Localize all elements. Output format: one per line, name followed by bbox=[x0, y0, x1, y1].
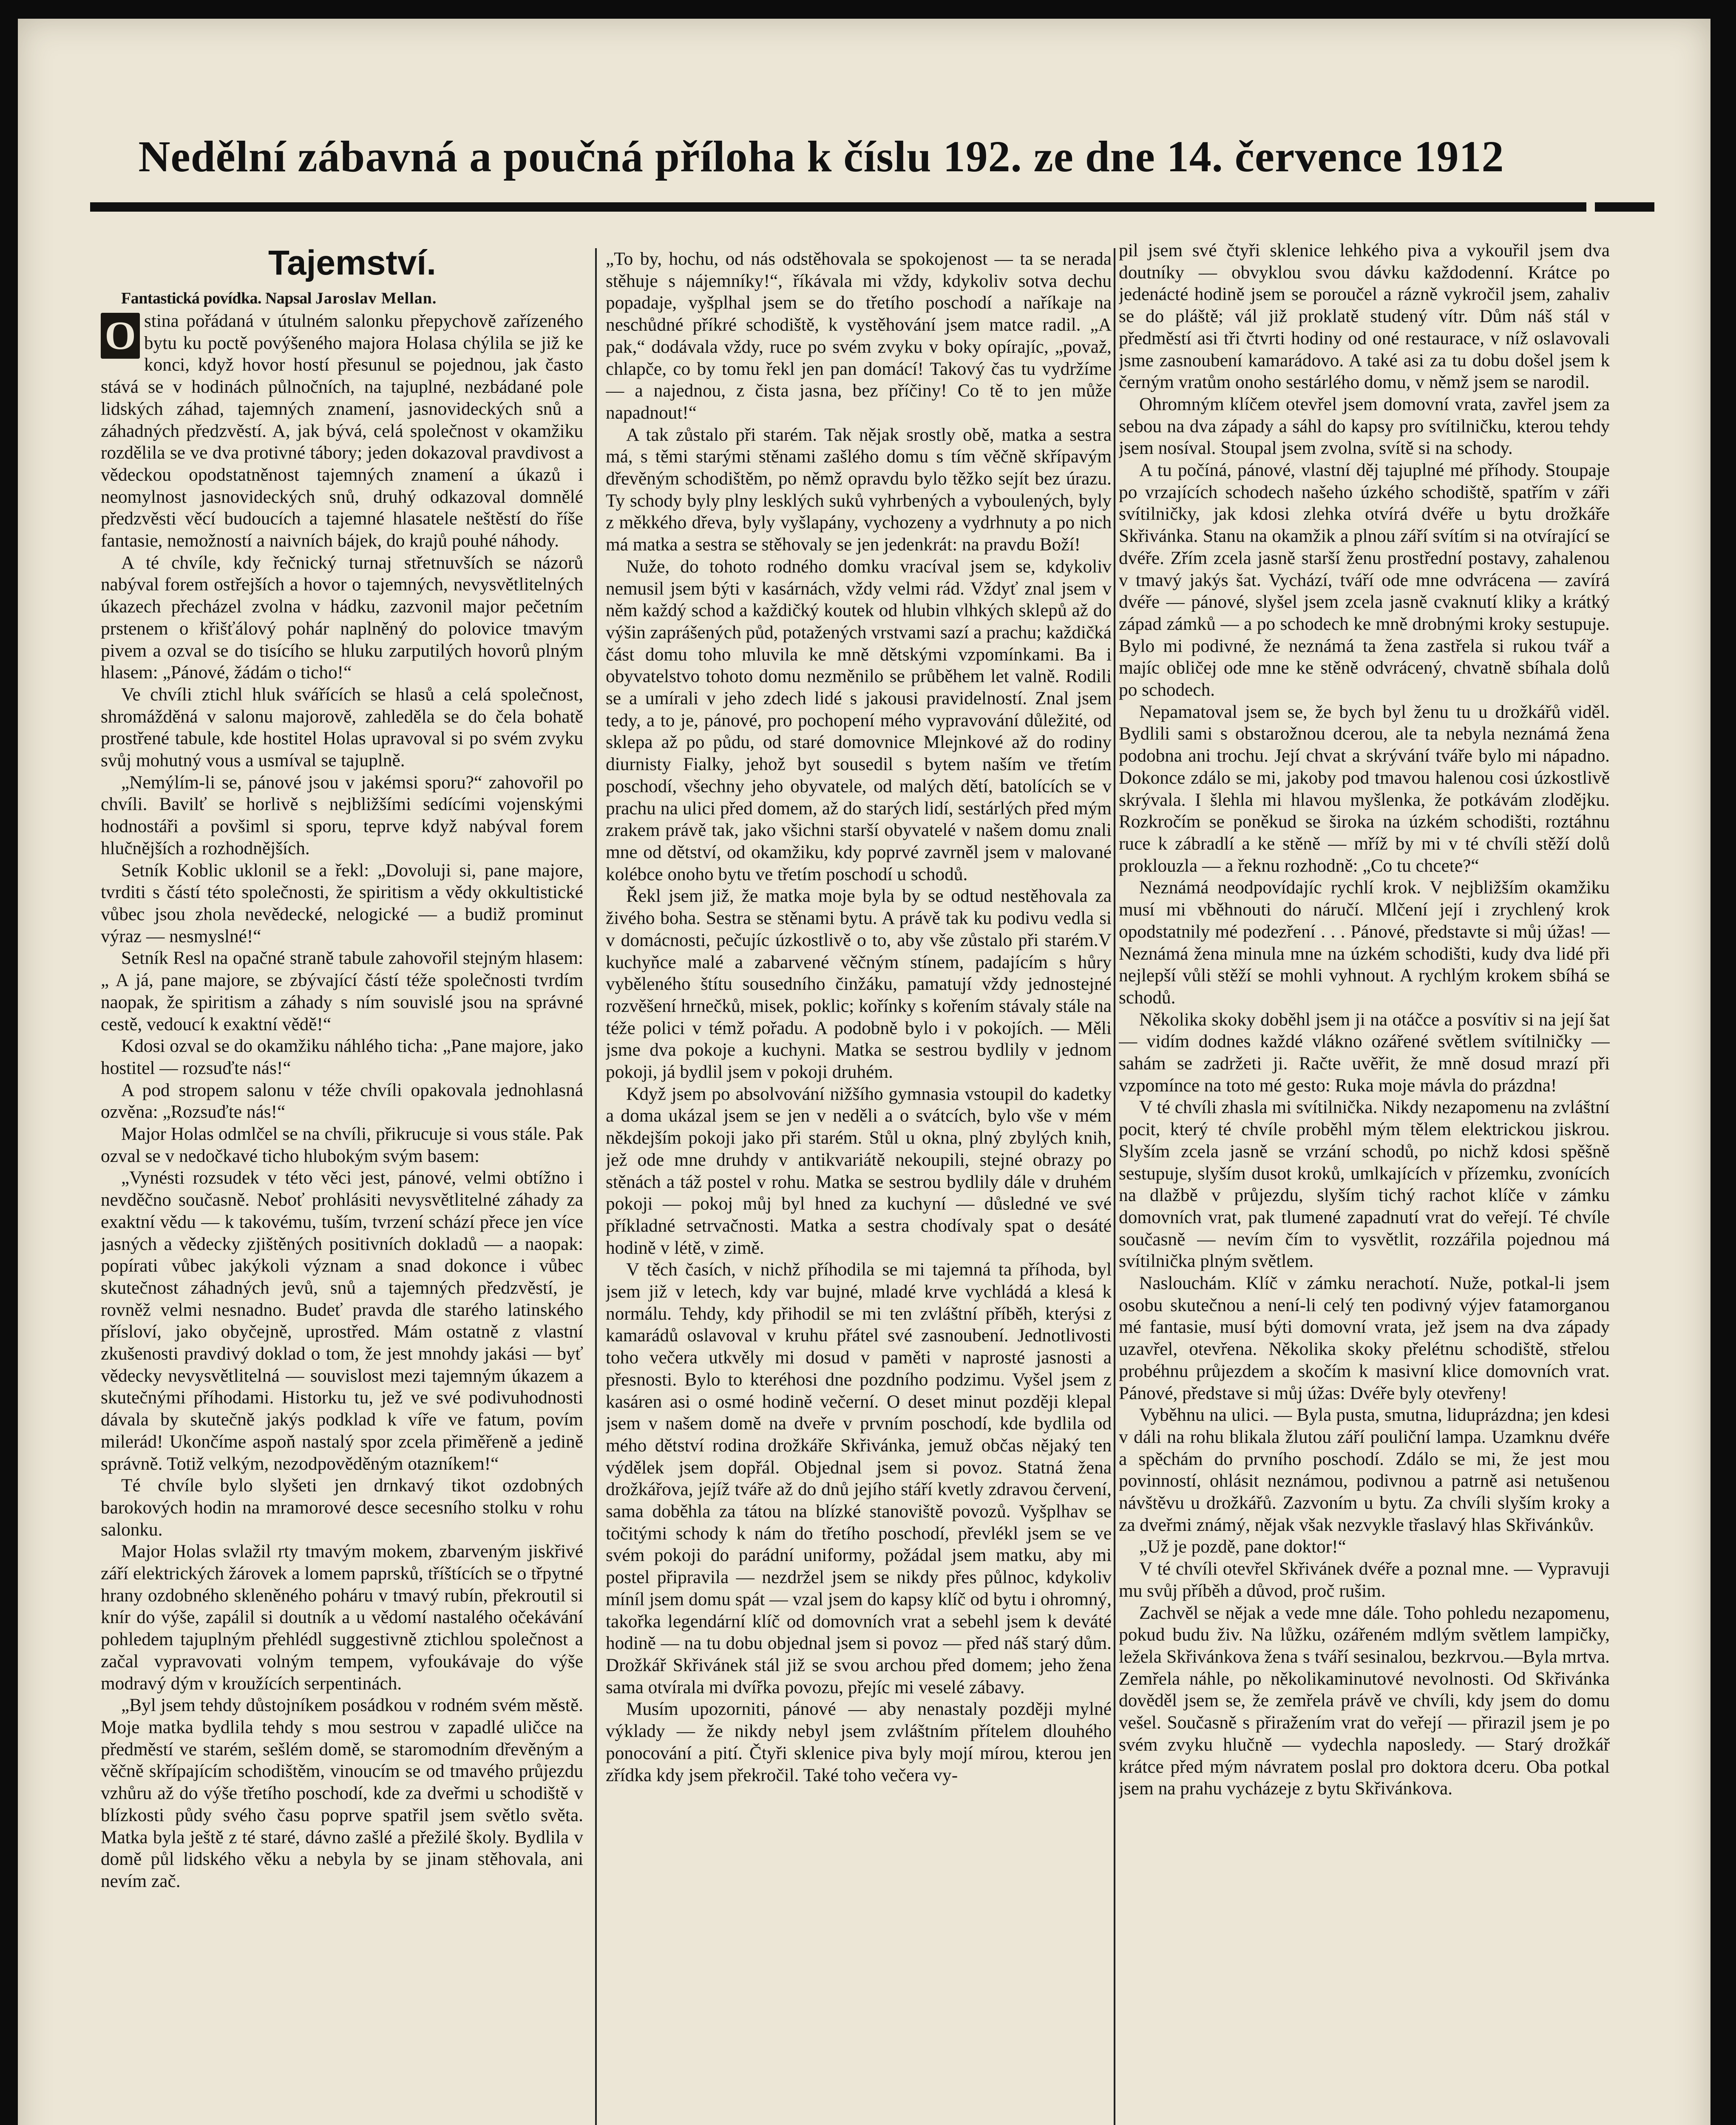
article-column-2 bbox=[606, 248, 1112, 2125]
column-divider bbox=[1114, 248, 1115, 2125]
article-paragraph: Kdosi ozval se do okamžiku náhlého ticha: „Pane majore, jako hostitel — rozsuďte nás!“ bbox=[101, 1036, 583, 1078]
article-paragraph: A pod stropem salonu v téže chvíli opakovala jednohlasná ozvěna: „Rozsuďte nás!“ bbox=[101, 1080, 583, 1122]
article-paragraph: pil jsem své čtyři sklenice lehkého piva a vykouřil jsem dva doutníky — obvyklou svou dávku každodenní. Krátce po jedenácté hodině jsem se poroučel a rázně vykročil jsem, zahaliv se do pláště; vál již proklatě studený vítr. Dům náš stál v předměstí asi tři čtvrti hodiny od oné restaurace, v níž oslavovali jsme zasnoubení kamarádovo. A také asi za tu dobu došel jsem k černým vratům onoho sestárlého domu, v němž jsem se narodil. bbox=[1119, 240, 1610, 393]
article-paragraph: Musím upozorniti, pánové — aby nenastaly později mylné výklady — že nikdy nebyl jsem zvláštním přítelem dlouhého ponocování a pití. Čtyři sklenice piva byly mojí mírou, kterou jen zřídka kdy jsem překročil. Také toho večera vy- bbox=[606, 1699, 1112, 1785]
article-byline bbox=[101, 286, 583, 310]
article-paragraph: Neznámá neodpovídajíc rychlí krok. V nejbližším okamžiku musí mi vběhnouti do náručí. Mlčení její i zrychlený krok opodstatnily mé podezření . . . Pánové, představte si můj úžas! — Neznámá žena minula mne na úzkém schodišti, kudy dva lidé při nejlepší vůli stěží se mohli vyhnout. A rychlým krokem sbíhá se schodů. bbox=[1119, 877, 1610, 1008]
article-paragraph: Vyběhnu na ulici. — Byla pusta, smutna, liduprázdna; jen kdesi v dáli na rohu blikala žlutou září pouliční lampa. Uzamknu dvéře a spěchám do prvního poschodí. Zdálo se mi, že jest mou povinností, ohlásit neznámou, podivnou a patrně asi netušenou návštěvu u drožkářů. Zazvoním u bytu. Za chvíli slyším kroky a za dveřmi známý, nějak však nezvykle třaslavý hlas Skřivánkův. bbox=[1119, 1405, 1610, 1535]
article-paragraph: Setník Koblic uklonil se a řekl: „Dovoluji si, pane majore, tvrditi s částí této společnosti, že spiritism a vědy okkultistické vůbec jsou zhola nevědecké, nelogické — a budiž prominut výraz — nesmyslné!“ bbox=[101, 860, 583, 946]
article-paragraph: Ve chvíli ztichl hluk svářících se hlasů a celá společnost, shromážděná v salonu majorově, zahleděla se do čela bohatě prostřené tabule, kde hostitel Holas upravoval si po svém zvyku svůj mohutný vous a usmíval se tajuplně. bbox=[101, 684, 583, 771]
article-paragraph: Zachvěl se nějak a vede mne dále. Toho pohledu nezapomenu, pokud budu živ. Na lůžku, ozářeném mdlým světlem lampičky, ležela Skřivánkova žena s tváří sesinalou, bezkrvou.—Byla mrtva. Zemřela náhle, po několikaminutové nevolnosti. Od Skřivánka dověděl jsem se, že zemřela právě ve chvíli, kdy jsem do domu vešel. Současně s přiražením vrat do veřejí — přirazil jsem je po svém zvyku hlučně — vydechla naposledy. — Starý drožkář krátce před mým návratem poslal pro doktora dceru. Oba potkal jsem na prahu vycházeje z bytu Skřivánkova. bbox=[1119, 1602, 1610, 1799]
article-column-3 bbox=[1119, 240, 1610, 2125]
article-paragraph: Nuže, do tohoto rodného domku vracíval jsem se, kdykoliv nemusil jsem býti v kasárnách, vždy velmi rád. Vždyť znal jsem v něm každý schod a každičký koutek od hlubin vlhkých sklepů až do výšin zaprášených půd, potažených vrstvami sazí a prachu; každičká část domu toho mluvila ke mně dětskými vzpomínkami. Ba i obyvatelstvo tohoto domu nezměnilo se průběhem let valně. Rodili se a umírali v jeho zdech lidé s jakousi pravidelností. Znal jsem tedy, a to je, pánové, pro pochopení mého vypravování důležité, od sklepa až po půdu, od staré domovnice Mlejnkové až do rodiny diurnisty Fialky, jehož byt sousedil s bytem naším ve třetím poschodí, všechny jeho obyvatele, od malých dětí, batolících se v prachu na ulici před domem, až do starých lidí, sestárlých před mým zrakem právě tak, jako všichni starší obyvatelé v našem domu znali mne od dětství, od okamžiku, kdy poprvé zavrněl jsem v malované kolébce onoho bytu ve třetím poschodí u schodů. bbox=[606, 556, 1112, 884]
article-subtitle: Fantastická povídka. Napsal bbox=[121, 289, 312, 307]
article-author: Jaroslav Mellan. bbox=[315, 289, 437, 307]
newspaper-page bbox=[18, 19, 1710, 2125]
article-paragraph: „Vynésti rozsudek v této věci jest, pánové, velmi obtížno i nevděčno současně. Neboť prohlásiti nevysvětlitelné záhady za exaktní vědu — k takovému, tuším, tvrzení schází přece jen více jasných a vědecky zjištěných positivních dokladů — a naopak: popírati vůbec jakýkoli význam a snad dokonce i vůbec skutečnost záhadných jevů, snů a tajemných předzvěstí, je rovněž velmi nesnadno. Budeť pravda dle starého latinského přísloví, jako obyčejně, uprostřed. Mám ostatně z vlastní zkušenosti pravdivý doklad o tom, že jest mnohdy jakási — byť vědecky nevysvětlitelná — souvislost mezi tajemným úkazem a skutečnými příhodami. Historku tu, jež ve své podivuhodnosti dávala by skutečně jakýs podklad k víře ve fatum, povím milerád! Ukončíme aspoň nastalý spor zcela přiměřeně a jedině správně. Totiž velkým, nezodpověděným otazníkem!“ bbox=[101, 1167, 583, 1474]
article-title: Tajemství. bbox=[268, 244, 436, 282]
article-paragraph: „Už je pozdě, pane doktor!“ bbox=[1139, 1536, 1346, 1557]
article-paragraph: V té chvíli otevřel Skřivánek dvéře a poznal mne. — Vypravuji mu svůj příběh a důvod, proč rušim. bbox=[1119, 1558, 1610, 1601]
article-paragraph: Setník Resl na opačné straně tabule zahovořil stejným hlasem: „ A já, pane majore, se zbývající částí téže společnosti tvrdím naopak, že spiritism a záhady s ním souvislé jsou na správné cestě, vedoucí k exaktní vědě!“ bbox=[101, 948, 583, 1034]
article-paragraph: O stina pořádaná v útulném salonku přepychově zařízeného bytu ku poctě povýšeného majora Holasa chýlila se již ke konci, když hovor hostí přesunul se pojednou, jak často stává se v hodinách půlnočních, na tajuplné, nezbádané pole lidských záhad, tajemných znamení, jasnovideckých snů a záhadných předzvěstí. A, jak bývá, celá společnost v okamžiku rozdělila se ve dva protivné tábory; jeden dokazoval pravdivost a vědeckou opodstatněnost tajemných znamení a úkazů i neomylnost jasnovideckých snů, druhý odkazoval domnělé předzvěsti věcí budoucích a tajemné hlasatele neštěstí do říše fantasie, nemožností a naivních bájek, do krajů pouhé náhody. bbox=[101, 311, 583, 551]
article-paragraph: Major Holas svlažil rty tmavým mokem, zbarveným jiskřivé září elektrických žárovek a lomem paprsků, tříštících se o třpytné hrany ozdobného skleněného poháru v tmavý rubín, překroutil si knír do výše, zapálil si doutník a u vědomí nastalého očekávání pohledem tajuplným přehlédl suggestivně ztichlou společnost a začal vypravovati volným tempem, vyfoukávaje do výše modravý dým v kroužících serpentinách. bbox=[101, 1541, 583, 1694]
article-paragraph: A tu počíná, pánové, vlastní děj tajuplné mé příhody. Stoupaje po vrzajících schodech našeho úzkého schodiště, spatřím v záři svítilničky, jak kdosi zlehka otvírá dvéře u bytu drožkáře Skřivánka. Stanu na okamžik a plnou září svítím si na otvírající se dvéře. Zřím zcela jasně starší ženu prostřední postavy, zahalenou v tmavý jakýs šat. Vychází, tváří ode mne odvrácena — zavírá dvéře — pánové, slyšel jsem zcela jasně cvaknutí kliky a krátký západ zámků — a po schodech ke mně drobnými kroky sestupuje. Bylo mi podivné, že neznámá ta žena zastřela si rukou tvář a majíc obličej ode mne ke stěně odvrácený, chvatně sbíhala dolů po schodech. bbox=[1119, 460, 1610, 700]
supplement-masthead: Nedělní zábavná a poučná příloha k číslu 192. ze dne 14. července 1912 bbox=[138, 132, 1504, 181]
article-paragraph: Té chvíle bylo slyšeti jen drnkavý tikot ozdobných barokových hodin na mramorové desce secesního stolku v rohu salonku. bbox=[101, 1475, 583, 1540]
article-paragraph: A té chvíle, kdy řečnický turnaj střetnuvších se názorů nabýval forem ostřejších a hovor o tajemných, nevysvětlitelných úkazech přecházel zvolna v hádku, zazvonil major pečetním prstenem o křišťálový pohár naplněný do polovice tmavým pivem a ozval se do tisícího se hluku zarputilých hovorů plným hlasem: „Pánové, žádám o ticho!“ bbox=[101, 552, 583, 683]
article-paragraph: „To by, hochu, od nás odstěhovala se spokojenost — ta se nerada stěhuje s nájemníky!“, říkávala mi vždy, kdykoliv sotva dechu popadaje, vyšplhal jsem se do třetího poschodí a naříkaje na neschůdné příkré schodiště, k vystěhování jsem matce radil. „A pak,“ dodávala vždy, ruce po svém zvyku v boky opírajíc, „považ, chlapče, co by tomu řekl jen pan domácí! Takový čas tu vydržíme — a najednou, z čista jasna, bez příčiny! Co tě to jen může napadnout!“ bbox=[606, 249, 1112, 423]
article-paragraph: Naslouchám. Klíč v zámku nerachotí. Nuže, potkal-li jsem osobu skutečnou a není-li celý ten podivný výjev fatamorganou mé fantasie, musí býti domovní vrata, jež jsem na dva západy uzavřel, otevřena. Několika skoky přelétnu schodiště, střelou probéhnu průjezdem a skočím k masivní klice domovních vrat. Pánové, představe si můj úžas: Dvéře byly otevřeny! bbox=[1119, 1273, 1610, 1403]
masthead-rule-end bbox=[1595, 202, 1654, 212]
article-paragraph: Když jsem po absolvování nižšího gymnasia vstoupil do kadetky a doma ukázal jsem se jen v neděli a o svátcích, bylo vše v mém někdejším pokoji jako při starém. Stůl u okna, plný zbylých knih, jež ode mne druhdy v antikvariátě nekoupili, stejné obrazy po stěnách a táž postel v rohu. Matka se sestrou bydlily dále v druhém pokoji — pokoj můj byl hned za kuchyní — důsledné ve své příkladné setrvačnosti. Matka a sestra chodívaly spat o desáté hodině v létě, v zimě. bbox=[606, 1083, 1112, 1258]
article-column-1 bbox=[101, 240, 583, 2125]
article-paragraph: Major Holas odmlčel se na chvíli, přikrucuje si vous stále. Pak ozval se v nedočkavé ticho hlubokým svým basem: bbox=[101, 1124, 583, 1166]
article-paragraph: Nepamatoval jsem se, že bych byl ženu tu u drožkářů viděl. Bydlili sami s obstarožnou dcerou, ale ta nebyla neznámá žena podobna ani trochu. Její chvat a skrývání tváře bylo mi nápadno. Dokonce zdálo se mi, jakoby pod tmavou halenou cosi úzkostlivě skrývala. I šlehla mi hlavou myšlenka, že potkávám zlodějku. Rozkročím se poněkud se široka na úzkém schodišti, roztáhnu ruce k zábradlí a ke stěně — mříž by mi v té chvíli stěží dolů proklouzla — a řeknu rozhodně: „Co tu chcete?“ bbox=[1119, 701, 1610, 876]
article-paragraph: Několika skoky doběhl jsem ji na otáčce a posvítiv si na její šat — vidím dodnes každé vlákno ozářené světlem svítilničky — sahám se zadržeti ji. Račte uvěřit, že mně dosud mrazí při vzpomínce na toto mé gesto: Ruka moje mávla do prázdna! bbox=[1119, 1009, 1610, 1096]
article-paragraph: Ohromným klíčem otevřel jsem domovní vrata, zavřel jsem za sebou na dva západy a sáhl do kapsy pro svítilničku, kterou tehdy jsem nosíval. Stoupal jsem zvolna, svítě si na schody. bbox=[1119, 394, 1610, 459]
drop-cap: O bbox=[101, 313, 140, 359]
article-paragraph: „Nemýlím-li se, pánové jsou v jakémsi sporu?“ zahovořil po chvíli. Bavilť se horlivě s nejbližšími sedícími vojenskými hodnostáři a povšiml si sporu, teprve když nabýval forem hlučnějších a rozhodnějších. bbox=[101, 772, 583, 858]
article-paragraph: A tak zůstalo při starém. Tak nějak srostly obě, matka a sestra má, s těmi starými stěnami zašlého domu s tím věčně skřípavým dřevěným schodištěm, po němž opravdu bylo těžko sejít bez úrazu. Ty schody byly plny lesklých suků vyhrbených a vyboulených, byly z měkkého dřeva, byly vyšlapány, vychozeny a vydrhnuty a po nich má matka a sestra se stěhovaly se jen jedenkrát: na pravdu Boží! bbox=[606, 424, 1112, 555]
article-paragraph: „Byl jsem tehdy důstojníkem posádkou v rodném svém městě. Moje matka bydlila tehdy s mou sestrou v zapadlé uličce na předměstí ve starém, sešlém domě, se staromodním dřevěným a věčně skřípajícím schodištěm, vinoucím se od tmavého průjezdu vzhůru až do výše třetího poschodí, kde za dveřmi u schodiště v blízkosti půdy svého času poprve spatřil jsem světlo světa. Matka byla ještě z té staré, dávno zašlé a přežilé školy. Bydlila v domě půl lidského věku a nebyla by se jinam stěhovala, ani nevím zač. bbox=[101, 1695, 583, 1891]
masthead-rule bbox=[90, 202, 1586, 212]
article-paragraph: V těch časích, v nichž příhodila se mi tajemná ta příhoda, byl jsem již v letech, kdy var bujné, mladé krve vychládá a klesá k normálu. Tehdy, kdy přihodil se mi ten zvláštní příběh, kterýsi z kamarádů oslavoval v kruhu přátel své zasnoubení. Jednotlivosti toho večera utkvěly mi dosud v paměti v naprosté jasnosti a přesnosti. Bylo to kteréhosi dne pozdního podzimu. Vyšel jsem z kasáren asi o osmé hodině večerní. O deset minut později klepal jsem v našem domě na dveře v prvním poschodí, kde bydlila od mého dětství rodina drožkáře Skřivánka, jemuž občas nějaký ten výdělek jsem dopřál. Objednal jsem si povoz. Statná žena drožkářova, jejíž tváře až do dnů jejího stáří kvetly zdravou červení, sama doběhla za tátou na blízké stanoviště povozů. Vyšplhav se točitými schody k nám do třetího poschodí, převlékl jsem se ve svém pokoji do parádní uniformy, požádal jsem matku, aby mi postel připravila — nezdržel jsem se nikdy přes půlnoc, kdykoliv míníl jsem domu spát — vzal jsem do kapsy klíč od bytu i ohromný, takořka legendární klíč od domovních vrat a sebehl jsem k deváté hodině — na tu dobu objednal jsem si povoz — před náš starý dům. Drožkář Skřivánek stál již se svou archou před domem; jeho žena sama otvírala mi dvířka povozu, přejíc mi veselé zábavy. bbox=[606, 1259, 1112, 1697]
column-divider bbox=[595, 248, 597, 2125]
article-paragraph: V té chvíli zhasla mi svítilnička. Nikdy nezapomenu na zvláštní pocit, který té chvíle proběhl mým tělem elektrickou jiskrou. Slyším zcela jasně se vrzání schodů, po nichž kdosi spěšně sestupuje, slyším dusot kroků, umlkajících v přízemku, zvonících na dlažbě v průjezdu, slyším tichý rachot klíče v zámku domovních vrat, pak tlumené zapadnutí vrat do veřejí. Té chvíle současně — nevím čím to vysvětlit, rozzářila pojednou má svítilnička plným světlem. bbox=[1119, 1097, 1610, 1272]
article-paragraph: Řekl jsem již, že matka moje byla by se odtud nestěhovala za živého boha. Sestra se stěnami bytu. A právě tak ku podivu vedla si v domácnosti, pečujíc úzkostlivě o to, aby vše zůstalo při starém.V kuchyňce malé a zabarvené věčným stínem, padajícím s hůry vyběleného štítu sousedního činžáku, pamatují vždy jednostejné rozvěšení hrnečků, misek, poklic; kořínky s kořením stávaly stále na téže polici v témž pořadu. A podobně bylo i v pokojích. — Měli jsme dva pokoje a kuchyni. Matka se sestrou bydlily v jednom pokoji, já bydlil jsem v pokoji druhém. bbox=[606, 886, 1112, 1082]
